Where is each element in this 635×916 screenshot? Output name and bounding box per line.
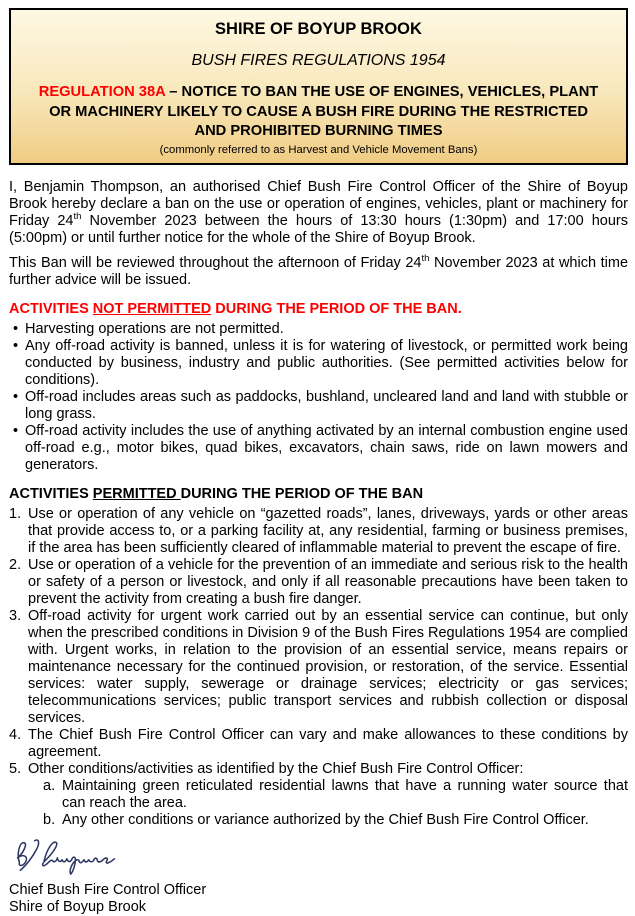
- ordinal-superscript: th: [421, 252, 430, 264]
- list-item: [9, 321, 628, 338]
- bullet-text: Off-road includes areas such as paddocks, bushland, uncleared land and land with stubble or long grass.: [25, 388, 628, 422]
- list-subitem: [43, 812, 628, 829]
- declaration-paragraph: [9, 179, 628, 247]
- regulations-subtitle: BUSH FIRES REGULATIONS 1954: [191, 52, 446, 69]
- heading-post: DURING THE PERIOD OF THE BAN.: [211, 300, 462, 317]
- list-item: [9, 727, 628, 761]
- heading-pre: ACTIVITIES: [9, 300, 93, 317]
- review-paragraph: [9, 252, 629, 289]
- bullet-text: Any off-road activity is banned, unless it is for watering of livestock, or permitted work being conducted by business, industry and public authorities. (See permitted activities below for conditions).: [25, 337, 628, 388]
- regulation-heading: [33, 83, 604, 142]
- banner-note: (commonly referred to as Harvest and Vehicle Movement Bans): [159, 143, 478, 156]
- not-permitted-heading: [9, 301, 628, 318]
- item-text: Use or operation of any vehicle on “gazetted roads”, lanes, driveways, yards or other areas that provide access to, or a parking facility at, any residential, farming or business premises, if the area has been sufficiently cleared of inflammable material to prevent the escape of fire.: [28, 505, 628, 556]
- bullet-icon: •: [13, 388, 19, 405]
- heading-underlined: PERMITTED: [92, 485, 181, 502]
- ordinal-superscript: th: [73, 210, 82, 222]
- signoff-block: [9, 837, 628, 916]
- bullet-icon: •: [13, 320, 19, 337]
- item-number: 5.: [9, 760, 22, 777]
- bullet-icon: •: [13, 422, 19, 439]
- list-item: [9, 389, 628, 423]
- declaration-text-cont: November 2023 between the hours of 13:30 hours (1:30pm) and 17:00 hours (5:00pm) or until further notice for the whole of the Shire of Boyup Brook.: [9, 212, 628, 246]
- signatory-org: Shire of Boyup Brook: [9, 898, 147, 915]
- subitem-text: Maintaining green reticulated residential lawns that have a running water source that can reach the area.: [62, 777, 628, 811]
- bullet-text: Harvesting operations are not permitted.: [25, 320, 284, 337]
- review-text-cont: November 2023 at which time further advice will be issued.: [9, 254, 629, 288]
- subitem-text: Any other conditions or variance authorized by the Chief Bush Fire Control Officer.: [62, 811, 589, 828]
- heading-post: DURING THE PERIOD OF THE BAN: [180, 485, 424, 502]
- item-number: 1.: [9, 505, 22, 522]
- shire-title: SHIRE OF BOYUP BROOK: [215, 20, 422, 38]
- bullet-text: Off-road activity includes the use of anything activated by an internal combustion engine used off-road e.g., motor bikes, quad bikes, excavators, chain saws, ride on lawn mowers and generators.: [25, 422, 628, 473]
- item-text: Other conditions/activities as identified by the Chief Bush Fire Control Officer:: [28, 760, 524, 777]
- list-item: [9, 506, 628, 557]
- item-number: 2.: [9, 556, 22, 573]
- regulation-number: REGULATION 38A: [38, 84, 166, 100]
- item-text: Use or operation of a vehicle for the prevention of an immediate and serious risk to the health or safety of a person or livestock, and only if all reasonable precautions have been taken to prevent the activity from creating a bush fire danger.: [28, 556, 628, 607]
- heading-underlined: NOT PERMITTED: [92, 300, 212, 317]
- list-item: [9, 423, 628, 474]
- item-text: The Chief Bush Fire Control Officer can vary and make allowances to these conditions by agreement.: [28, 726, 628, 760]
- list-item: [9, 557, 628, 608]
- item-number: 4.: [9, 726, 22, 743]
- bullet-icon: •: [13, 337, 19, 354]
- list-item: [9, 338, 628, 389]
- list-item: [9, 761, 628, 778]
- permitted-list: [9, 506, 628, 829]
- list-item: [9, 608, 628, 727]
- signature-scribble: [9, 837, 628, 880]
- list-subitem: [43, 778, 628, 812]
- review-text: This Ban will be reviewed throughout the afternoon of Friday 24: [9, 254, 422, 271]
- declaration-text: I, Benjamin Thompson, an authorised Chief Bush Fire Control Officer of the Shire of Boyup Brook hereby declare a ban on the use or operation of engines, vehicles, plant or machinery for Friday 24: [9, 178, 628, 229]
- permitted-heading: [9, 486, 628, 503]
- signatory-role: Chief Bush Fire Control Officer: [9, 881, 207, 898]
- heading-pre: ACTIVITIES: [9, 485, 93, 502]
- notice-banner: [9, 8, 628, 165]
- item-number: 3.: [9, 607, 22, 624]
- item-text: Off-road activity for urgent work carried out by an essential service can continue, but only when the prescribed conditions in Division 9 of the Bush Fires Regulations 1954 are complied with. Urgent works, in relation to the provision of an essential service, means repairs or maintenance necessary for the continued provision, or restoration, of the service. Essential services: water supply, sewerage or drainage services; electricity or gas services; telecommunications services; public transport services and rubbish collection or disposal services.: [28, 607, 628, 726]
- not-permitted-list: [9, 321, 628, 474]
- subitem-letter: a.: [43, 777, 56, 794]
- regulation-heading-text: – NOTICE TO BAN THE USE OF ENGINES, VEHICLES, PLANT OR MACHINERY LIKELY TO CAUSE A BUSH FIRE DURING THE RESTRICTED AND PROHIBITED BURNING TIMES: [49, 84, 599, 139]
- subitem-letter: b.: [43, 811, 56, 828]
